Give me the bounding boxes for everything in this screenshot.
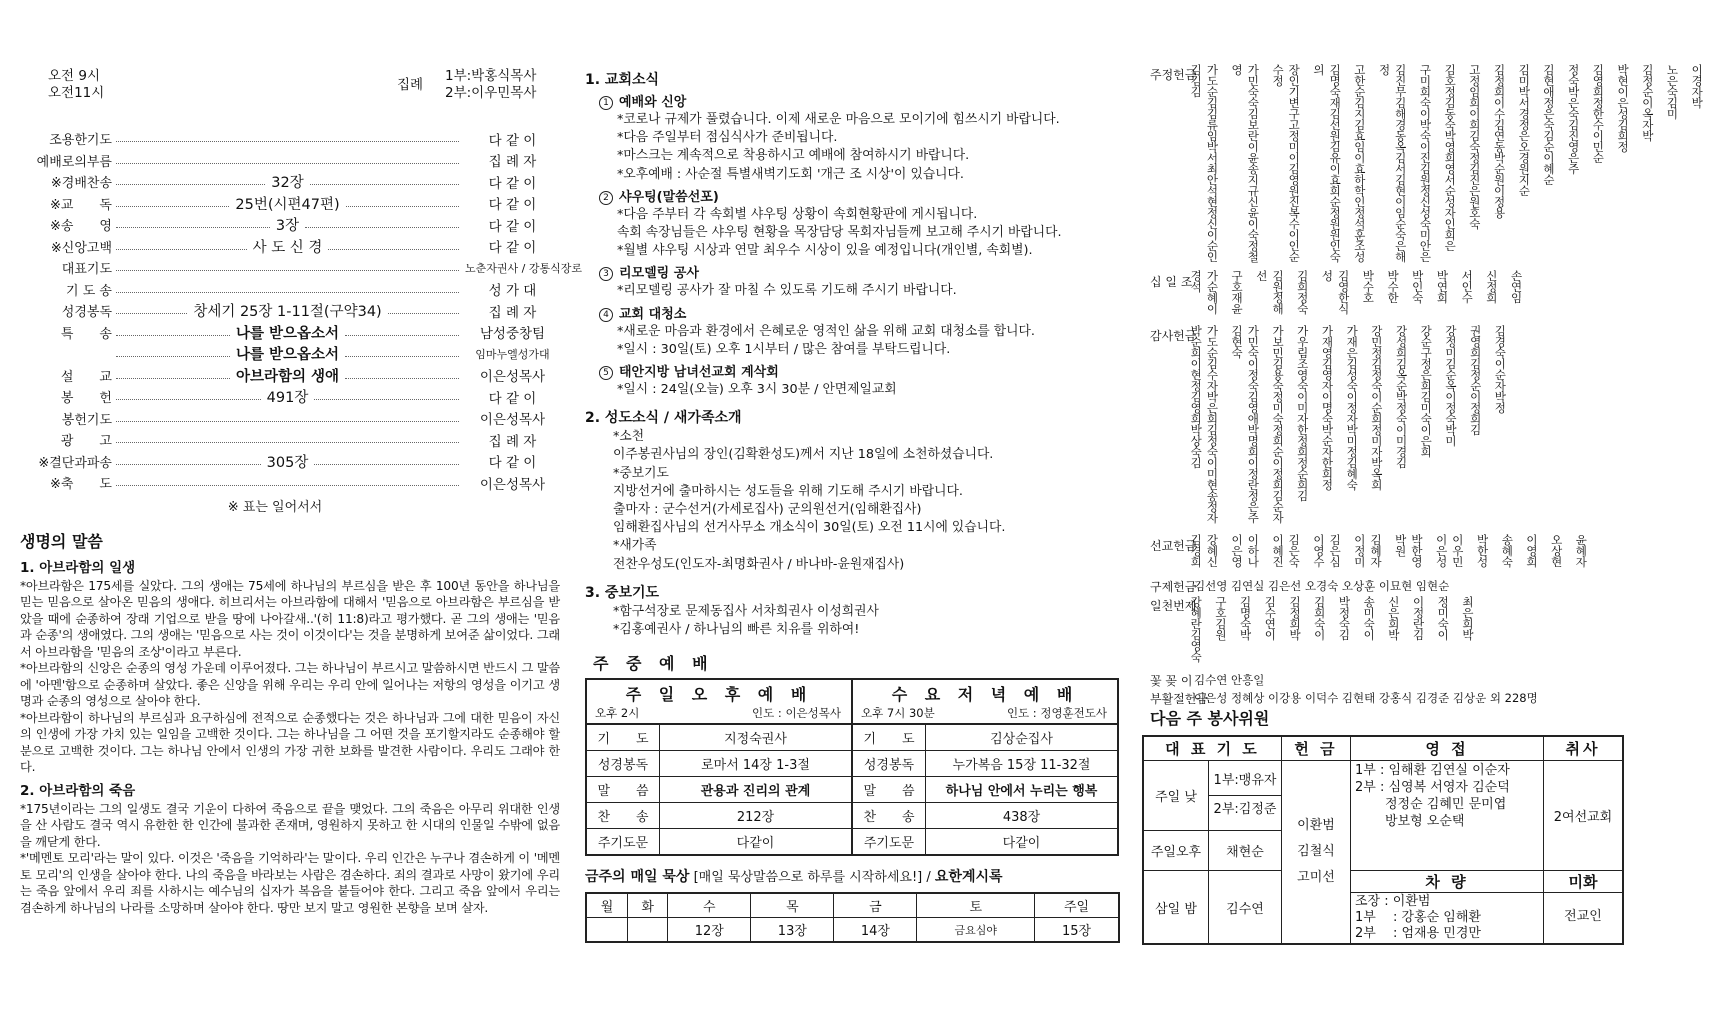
name-column: 고한순김지김효임이효하학인정석훈조성: [1352, 64, 1367, 262]
order-item-leader: 집 례 자: [488, 433, 537, 450]
name-column: 김영한식성: [1320, 270, 1351, 314]
announce-lines: [585, 603, 1130, 639]
name-column: 가보민김용숙정미숙정희순이정희김순자: [1271, 325, 1286, 523]
name-column: 김호정김동숙박영희영서순성자인희은: [1443, 64, 1458, 251]
name-column: 김혜자이정미: [1352, 534, 1384, 567]
dotted-leader: [116, 193, 459, 214]
name-column: 구호김원: [1213, 596, 1228, 640]
weekday-cell: 화: [628, 893, 668, 918]
order-row: [20, 171, 560, 193]
announce-line: 속회 속장님들은 샤우팅 현황을 목장담당 목회자님들께 보고해 주시기 바랍니다.: [617, 225, 1062, 241]
name-column: 박한영박원: [1393, 534, 1424, 567]
weekday-cell: 목: [751, 893, 834, 918]
dots: [116, 249, 247, 250]
announce-lines: [585, 111, 1130, 184]
worship-row-label: 주기도문: [587, 829, 660, 854]
dotted-leader: [116, 300, 459, 321]
name-column: 가민숙숙김보란이윤송지규신윤이숙정철영: [1230, 64, 1261, 262]
order-of-service-column: [20, 0, 582, 916]
order-item-name: 설 교: [60, 369, 112, 385]
order-item-value: 3장: [275, 218, 300, 235]
order-item-leader: 남성중창팀: [479, 326, 546, 343]
name-column: 강순구정은희김미숙이은희: [1419, 325, 1434, 457]
announce-line: *다음 주일부터 점심식사가 준비됩니다.: [617, 130, 838, 146]
name-column: 김원정해선: [1254, 270, 1286, 314]
announcements-column: [585, 66, 1130, 943]
order-item-leader: 임마누엘성가대: [475, 347, 550, 361]
dots: [116, 378, 230, 379]
order-item-name: 조용한기도: [49, 133, 112, 149]
order-row: [20, 300, 560, 322]
announce-line: *중보기도: [613, 465, 669, 481]
worship-row: [853, 750, 1117, 776]
worship-row: [853, 802, 1117, 828]
name-column: 권영희김정순이정희김: [1468, 325, 1483, 435]
name-column: 가재은김성숙이정자박미정김혜숙: [1345, 325, 1360, 490]
dots: [314, 464, 459, 465]
name-column: 강혜신김경희: [1189, 534, 1220, 567]
name-column: 김명숙박: [1238, 596, 1253, 640]
order-row: [20, 236, 560, 258]
worship-row-value: 관용과 진리의 관계: [700, 784, 811, 800]
service-time-2: 오전11시: [48, 85, 105, 101]
order-item-leader: 다 같 이: [488, 197, 537, 214]
announce-line: *리모델링 공사가 잘 마칠 수 있도록 기도해 주시기 바랍니다.: [617, 283, 957, 299]
name-column: 김진무김해경동옥김서김현이임순숙은해정: [1377, 64, 1408, 262]
name-column: 박정숙김: [1337, 596, 1352, 640]
offering-label: 선교헌금: [1150, 539, 1197, 553]
dotted-leader: [116, 214, 459, 235]
name-column: 이영희: [1524, 534, 1539, 567]
worship-row-value: 438장: [1002, 810, 1041, 826]
name-column: 박연희: [1435, 270, 1450, 303]
announce-subheading: 태안지방 남녀선교회 계삭회: [619, 365, 779, 381]
announce-lines: [585, 282, 1130, 300]
dotted-leader: [116, 135, 459, 142]
announce-line: *마스크는 계속적으로 착용하시고 예배에 참여하시기 바랍니다.: [617, 148, 970, 164]
dotted-leader: [116, 343, 459, 364]
order-item-leader: 성 가 대: [488, 283, 537, 300]
order-row: [20, 257, 582, 279]
name-column: 강민정김정숙이순희정미자박옥희: [1369, 325, 1384, 490]
offering-label: 부활절헌금: [1150, 692, 1208, 706]
offering-names: [1188, 596, 1484, 664]
announce-line: *소천: [613, 429, 645, 445]
offering-label: 구제헌금: [1150, 580, 1197, 594]
order-row: [20, 408, 560, 430]
worship-row-value: 다같이: [1002, 836, 1041, 852]
dots: [116, 292, 459, 293]
service-leader-2: 2부:이우민목사: [445, 85, 537, 101]
sermon-title: 생명의 말씀: [20, 531, 103, 551]
order-item-name: 기 도 송: [66, 283, 112, 299]
jip-label: 집례: [397, 77, 424, 93]
offering-label: 십 일 조: [1150, 275, 1193, 289]
order-item-name: ※경배찬송: [50, 176, 112, 192]
name-column: 가민숙이정숙김영애박명희이정란정은주김현숙: [1230, 325, 1261, 523]
dotted-leader: [116, 386, 459, 407]
chapter-cell: 13장: [751, 918, 834, 943]
name-column: 김영희정한수이민순: [1591, 64, 1606, 163]
order-item-name: ※신앙고백: [50, 240, 112, 256]
name-column: 김명숙재김선원김유이효희순정원원인숙의: [1311, 64, 1343, 262]
sermon-section-2-title: 2. 아브라함의 죽음: [20, 782, 136, 799]
dotted-leader: [116, 479, 459, 486]
order-item-name: ※송 영: [49, 219, 112, 235]
announce-line: *김홍예권사 / 하나님의 빠른 치유를 위하여!: [613, 622, 860, 638]
service-header: [20, 68, 560, 120]
order-item-value: 아브라함의 생애: [235, 368, 340, 385]
wednesday-evening-worship: 수 요 저 녁 예 배 오후 7시 30분 인도 : 정영훈전도사 기 도 김상순집사 성경봉독 누가복음 15장 11-32절 말 씀 하나님 안에서 누리는 행복 찬 송 438장 주기도문 다같이: [851, 680, 1117, 854]
offering-names: [1188, 64, 1714, 264]
order-list: [20, 128, 582, 494]
volunteer-table: 대 표 기 도 헌 금 영 접 취사 주일 낮 1부:맹유자 2부:김정준 이환범 김철식 고미선 1부 : 임해환 김연실 이순자 2부 : 심영복 서영자 김순덕 정정순 김혜민 문미엽 방보형 오순택 2여선교회 주일오후 채현순 삼일 밤 김수연 차 량 조장 : 이환범 1부 : 강홍순 임해환 2부 : 엄재용 민경만 미화 전교인: [1142, 735, 1624, 945]
weekday-worship-title: 주 중 예 배: [593, 654, 714, 674]
sermon-paragraph: *아브라함의 신앙은 순종의 영성 가운데 이루어졌다. 그는 하나님이 부르시고 말씀하시면 반드시 그 말씀에 '아멘'함으로 순종하며 살았다. 좋은 신앙을 위해 우리는 우리 안에 일어나는 저항의 영성을 이기고 생명과 순종의 영성으로 살아야 한다.: [20, 661, 560, 708]
order-item-value: 491장: [266, 390, 309, 407]
worship-row-label: 찬 송: [853, 803, 926, 828]
dots: [345, 356, 459, 357]
order-row: [20, 451, 560, 473]
name-column: 김미박서경정은오경원지순: [1517, 64, 1532, 196]
dots: [116, 464, 261, 465]
weekday-cell: 토: [917, 893, 1035, 918]
chapter-cell: 12장: [668, 918, 751, 943]
dots: [116, 206, 229, 207]
stand-note: ※ 표는 일어서서: [227, 499, 323, 515]
worship-row-value: 지정숙권사: [724, 732, 787, 748]
order-item-value: 305장: [266, 454, 309, 471]
announce-line: *함구석장로 문제동집사 서차희권사 이성희권사: [613, 603, 879, 619]
order-item-leader: 이은성목사: [479, 412, 546, 429]
offering-names: [1188, 270, 1533, 318]
announce-line: 전찬우성도(인도자-최명화권사 / 바나바-윤원재집사): [613, 556, 905, 572]
circled-number-icon: 4: [599, 308, 613, 322]
worship-row: [853, 776, 1117, 802]
worship-row: [587, 828, 851, 854]
offering-names: [1188, 534, 1598, 570]
worship-row-label: 말 씀: [853, 777, 926, 802]
announce-subheading: 교회 대청소: [619, 306, 687, 322]
order-item-leader: 다 같 이: [488, 218, 537, 235]
dots: [116, 141, 459, 142]
announce-line: 출마자 : 군수선거(가세로집사) 군의원선거(임해환집사): [613, 502, 922, 518]
name-column: 박현이은성김희정: [1616, 64, 1631, 152]
dotted-leader: [116, 264, 459, 271]
name-column: 송미숙이: [1362, 596, 1377, 640]
dots: [116, 356, 230, 357]
worship-row-value: 212장: [736, 810, 775, 826]
announce-lines: [585, 323, 1130, 359]
dotted-leader: [116, 286, 459, 293]
name-column: 노은숙김미: [1665, 64, 1680, 119]
worship-row-label: 성경봉독: [853, 751, 926, 776]
chapter-cell: 금요심야: [917, 918, 1035, 943]
order-item-leader: 이은성목사: [479, 369, 546, 386]
order-row: [20, 365, 560, 387]
name-column: 김정순이옥자박: [1640, 64, 1655, 141]
dots: [116, 335, 230, 336]
order-item-leader: 집 례 자: [488, 154, 537, 171]
name-column: 강성희김옥순박정숙이미경김: [1394, 325, 1409, 468]
announce-subheading: 리모델링 공사: [619, 266, 699, 282]
worship-row: [587, 750, 851, 776]
worship-row-value: 로마서 14장 1-3절: [701, 758, 810, 774]
name-column: 김수연이: [1263, 596, 1278, 640]
name-column: 박수한: [1386, 270, 1401, 303]
dots: [345, 378, 459, 379]
name-column: 가순혜이경석: [1189, 270, 1220, 314]
weekday-cell: 주일: [1035, 893, 1119, 918]
chapter-cell: [628, 918, 668, 943]
name-column: 가재영김영자이명숙박순자한희정: [1320, 325, 1335, 490]
dots: [116, 270, 459, 271]
sermon-section-1-title: 1. 아브라함의 일생: [20, 559, 136, 576]
name-column: 김희정숙: [1295, 270, 1310, 314]
dotted-leader: [116, 236, 459, 257]
name-column: 박수호: [1361, 270, 1376, 303]
circled-number-icon: 1: [599, 96, 613, 110]
chapter-cell: 15장: [1035, 918, 1119, 943]
dots: [328, 249, 459, 250]
name-column: 정미숙이: [1436, 596, 1451, 640]
name-column: 강정미김순옥이정숙박미: [1443, 325, 1458, 446]
next-week-title: 다음 주 봉사위원: [1150, 709, 1270, 728]
worship-row-value: 다같이: [736, 836, 775, 852]
service-time-1: 오전 9시: [48, 68, 101, 84]
meditation-table: [585, 892, 1120, 943]
name-column: 가도순김수자박은희김정숙이미현송정자박순희이현정김영희박상숙김: [1189, 325, 1220, 523]
order-item-name: ※축 도: [49, 477, 112, 493]
order-row: [20, 214, 560, 236]
announce-line: *일시 : 30일(토) 오후 1시부터 / 많은 참여를 부탁드립니다.: [617, 341, 951, 357]
dots: [345, 335, 459, 336]
order-item-name: 봉 헌: [60, 391, 112, 407]
circled-number-icon: 3: [599, 267, 613, 281]
order-row: [20, 128, 560, 150]
worship-row-label: 말 씀: [587, 777, 660, 802]
sermon-paragraph: *'메멘토 모리'라는 말이 있다. 이것은 '죽음을 기억하라'는 말이다. 우리 인간은 누구나 겸손하게 이 '메멘토 모리'의 인생을 살아야 한다. 나의 죽음을 바라보는 사람은 겸손하다. 죄의 결과로 사망이 왔기에 우리는 죽음 앞에서 우리 죄를 사하시는 예수님의 십자가 복음을 붙들어야 한다. 그리고 죽음 앞에서 우리는 겸손하게 하나님의 나라를 소망하며 살아야 한다. 땅만 보지 말고 영원한 본향을 보며 살자.: [20, 851, 560, 915]
worship-row-value: 김상순집사: [990, 732, 1053, 748]
announce-lines: [585, 428, 1130, 574]
order-item-value: 나를 받으옵소서: [235, 347, 340, 364]
name-column: 이경자박: [1690, 64, 1705, 108]
chapter-cell: 14장: [834, 918, 917, 943]
name-column: 가우림조영숙이미자한정희정순희김: [1295, 325, 1310, 501]
dots: [116, 163, 459, 164]
dots: [116, 485, 459, 486]
order-row: [20, 279, 560, 301]
announce-line: *코로나 규제가 풀렸습니다. 이제 새로운 마음으로 모이기에 힘쓰시기 바랍니다.: [617, 112, 1060, 127]
name-column: 신정희: [1484, 270, 1499, 303]
order-item-leader: 다 같 이: [488, 240, 537, 257]
sermon-paragraph: *아브라함은 175세를 실았다. 그의 생애는 75세에 하나님의 부르심을 받은 후 100년 동안을 하나님을 믿는 믿음으로 살아온 믿음의 생애다. 히브리서는 아브라함에 대해서 '믿음으로 아브라함은 부르심을 받았을 때에 순종하여 장래 기업으로 받을 땅에 나아갈새..'(히 11:8)라고 평가했다. 곧 그의 생애는 '믿음과 순종'의 생애였다. 그의 생애는 '믿음으로 사는 것이 이것이다'는 것을 분명하게 보여준 삶이었다. 그래서 아브라함을 '믿음의 조상'이라고 부른다.: [20, 578, 560, 659]
announce-line: *오후예배 : 사순절 특별새벽기도회 '개근 조 시상'이 있습니다.: [617, 166, 964, 182]
name-column: 김은심이영수: [1311, 534, 1343, 567]
name-column: 가도순김김류임박서최안석현정신이순인김김김: [1189, 64, 1220, 262]
order-item-leader: 집 례 자: [488, 304, 537, 321]
order-row: [20, 193, 560, 215]
worship-row-value: 누가복음 15장 11-32절: [952, 758, 1091, 774]
dots: [310, 184, 459, 185]
order-item-value: 창세기 25장 1-11절(구약34): [193, 304, 382, 321]
dots: [116, 184, 265, 185]
announce-line: *일시 : 24일(오늘) 오후 3시 30분 / 안면제일교회: [617, 382, 897, 398]
service-leader-1: 1부:박홍식목사: [445, 68, 537, 84]
sermon-paragraph: *아브라함이 하나님의 부르심과 요구하심에 전적으로 순종했다는 것은 하나님과 그에 대한 믿음이 자신의 인생에 가장 가치 있는 일임을 고백한 것이다. 그는 하나님을 그 어떤 것을 포기할지라도 순종해야 할 분으로 고백한 것이다. 그는 하나님 안에서 인생의 가장 귀한 보화를 발견한 사람이다. 우리도 그래야 한다.: [20, 710, 560, 774]
name-column: 김정희이수김연동박순원이정용: [1492, 64, 1507, 218]
offering-label: 꽃 꽂 이: [1150, 674, 1193, 688]
name-column: 구호재윤: [1230, 270, 1245, 314]
order-row: [20, 429, 560, 451]
offering-names: 이은성 정혜상 이강용 이덕수 김현태 강홍식 김경준 김상운 외 228명: [1194, 691, 1538, 705]
worship-row-value: 하나님 안에서 누리는 행복: [945, 784, 1098, 800]
meditation-heading: 금주의 매일 묵상 [매일 묵상말씀으로 하루를 시작하세요!] / 요한계시록: [585, 869, 1003, 886]
sermon-paragraph: *175년이라는 그의 일생도 결국 기운이 다하여 죽음으로 끝을 맺었다. 그의 죽음은 아무리 위대한 인생을 산 사람도 결국 역시 유한한 한 인간에 불과한 존재며, 영원하지 못하고 한 시대의 인물일 수밖에 없음을 깨닫게 한다.: [20, 801, 560, 849]
name-column: 신은희박: [1386, 596, 1401, 640]
announce-line: *다음 주부터 각 속회별 샤우팅 상황이 속회현황판에 게시됩니다.: [617, 206, 978, 222]
announce-lines: [585, 381, 1130, 399]
name-column: 이하나이은영: [1230, 534, 1261, 567]
offering-names: 김선영 김연실 김은선 오경숙 오상훈 이묘현 임현순: [1194, 579, 1450, 593]
weekday-cell: 수: [668, 893, 751, 918]
order-item-value: 나를 받으옵소서: [235, 325, 340, 342]
name-column: 김경숙이순자박정: [1493, 325, 1508, 413]
order-item-name: ※교 독: [49, 197, 112, 213]
order-item-name: 특 송: [60, 326, 112, 342]
announce-subheading: 예배와 신앙: [619, 95, 687, 110]
order-item-leader: 다 같 이: [488, 455, 537, 472]
name-column: 김은숙이혜진: [1271, 534, 1302, 567]
dots: [388, 313, 459, 314]
order-item-value: 사 도 신 경: [252, 239, 323, 256]
name-column: 장인기변구고정미이김영원진복수이인순수정: [1271, 64, 1302, 262]
worship-row-label: 기 도: [853, 725, 926, 750]
worship-row: [853, 828, 1117, 854]
dotted-leader: [116, 415, 459, 422]
order-item-name: 성경봉독: [61, 305, 112, 321]
order-item-value: 32장: [271, 175, 304, 192]
dots: [116, 313, 187, 314]
circled-number-icon: 2: [599, 191, 613, 205]
announce-heading: 3. 중보기도: [585, 584, 660, 601]
order-item-leader: 노춘자권사 / 강통식장로: [465, 261, 582, 275]
name-column: 손연임: [1509, 270, 1524, 303]
worship-row-label: 기 도: [587, 725, 660, 750]
name-column: 김희숙이: [1312, 596, 1327, 640]
announce-line: 임해환집사님의 선거사무소 개소식이 30일(토) 오전 11시에 있습니다.: [613, 520, 1006, 536]
worship-row-label: 성경봉독: [587, 751, 660, 776]
order-item-leader: 다 같 이: [488, 175, 537, 192]
name-column: 최은희박: [1460, 596, 1475, 640]
order-item-name: 봉헌기도: [61, 412, 112, 428]
name-column: 이우민이은성: [1434, 534, 1465, 567]
name-column: 송혜숙: [1500, 534, 1515, 567]
dots: [116, 227, 270, 228]
chapter-cell: [586, 918, 628, 943]
worship-row: [587, 725, 851, 750]
order-item-name: 대표기도: [61, 262, 112, 278]
offering-label: 감사헌금: [1150, 329, 1197, 343]
offerings-column: [1150, 0, 1705, 1016]
name-column: 정숙박은숙김진영은주: [1566, 64, 1581, 174]
order-item-name: 광 고: [60, 434, 112, 450]
dots: [314, 399, 459, 400]
announce-line: *새가족: [613, 538, 657, 554]
worship-row-label: 찬 송: [587, 803, 660, 828]
name-column: 이정란김: [1411, 596, 1426, 640]
worship-row-label: 주기도문: [853, 829, 926, 854]
dotted-leader: [116, 451, 459, 472]
sunday-afternoon-worship: 주 일 오 후 예 배 오후 2시 인도 : 이은성목사 기 도 지정숙권사 성경봉독 로마서 14장 1-3절 말 씀 관용과 진리의 관계 찬 송 212장 주기도문 다같이: [587, 680, 851, 854]
announce-line: 지방선거에 출마하시는 성도들을 위해 기도해 주시기 바랍니다.: [613, 483, 963, 499]
name-column: 윤혜자: [1574, 534, 1589, 567]
order-row: [20, 343, 560, 365]
announce-heading: 2. 성도소식 / 새가족소개: [585, 410, 742, 427]
worship-row: [587, 802, 851, 828]
offering-names: 김수연 안흥일: [1194, 673, 1265, 687]
dots: [346, 206, 459, 207]
name-column: 강혜란김영숙: [1189, 596, 1204, 662]
weekday-cell: 금: [834, 893, 917, 918]
name-column: 오상현: [1549, 534, 1564, 567]
dotted-leader: [116, 365, 459, 386]
order-item-leader: 다 같 이: [488, 132, 537, 149]
name-column: 고정임희이희김숙정김진은원호숙: [1467, 64, 1482, 229]
weekday-worship-table: [585, 678, 1119, 856]
announce-heading: 1. 교회소식: [585, 72, 660, 88]
dots: [116, 442, 459, 443]
dots: [116, 421, 459, 422]
order-item-name: 예배로의부름: [36, 154, 112, 170]
weekday-cell: 월: [586, 893, 628, 918]
dotted-leader: [116, 171, 459, 192]
dotted-leader: [116, 157, 459, 164]
worship-row: [587, 776, 851, 802]
order-item-value: 25번(시편47편): [235, 196, 340, 213]
offering-label: 일천번제: [1150, 599, 1197, 613]
name-column: 김정희박: [1288, 596, 1303, 640]
dotted-leader: [116, 436, 459, 443]
name-column: 김현애정은숙김순이혜순: [1541, 64, 1556, 185]
announce-lines: [585, 206, 1130, 261]
announce-line: 이주봉권사님의 장인(김확환성도)께서 지난 18일에 소천하셨습니다.: [613, 447, 994, 463]
name-column: 서인수: [1460, 270, 1475, 303]
dots: [116, 399, 261, 400]
announce-subheading: 샤우팅(말씀선포): [619, 189, 719, 205]
name-column: 구미희숙이박숙이진김원정신성숙미안은: [1418, 64, 1433, 262]
name-column: 박한성: [1475, 534, 1490, 567]
worship-row: [853, 725, 1117, 750]
order-row: [20, 386, 560, 408]
order-row: [20, 322, 560, 344]
offering-names: [1188, 325, 1517, 525]
order-row: [20, 150, 560, 172]
announce-line: *월별 샤우팅 시상과 연말 최우수 시상이 있을 예정입니다(개인별, 속회별).: [617, 243, 1033, 259]
dots: [305, 227, 459, 228]
order-row: [20, 472, 560, 494]
announce-line: *새로운 마음과 환경에서 은혜로운 영적인 삶을 위해 교회 대청소를 합니다.: [617, 323, 1035, 339]
dotted-leader: [116, 322, 459, 343]
order-item-leader: 이은성목사: [479, 476, 546, 493]
name-column: 박인숙: [1410, 270, 1425, 303]
order-item-name: ※결단과파송: [38, 455, 112, 471]
order-item-leader: 다 같 이: [488, 390, 537, 407]
offering-label: 주정헌금: [1150, 68, 1197, 82]
circled-number-icon: 5: [599, 366, 613, 380]
